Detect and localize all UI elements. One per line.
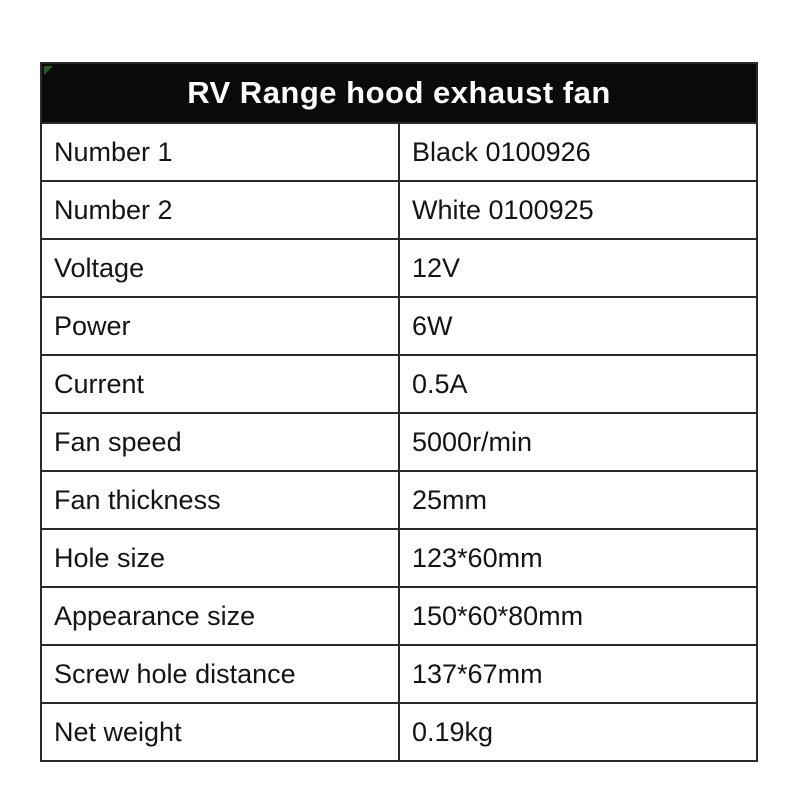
spec-label: Fan thickness [41,471,399,529]
table-row [41,123,757,181]
table-row [41,355,757,413]
spec-value: 123*60mm [399,529,757,587]
table-row [41,645,757,703]
spec-label: Hole size [41,529,399,587]
corner-speck-artifact [44,66,53,75]
table-row [41,703,757,761]
spec-value: 6W [399,297,757,355]
table-header-row [41,63,757,123]
spec-table [40,62,758,762]
table-row [41,181,757,239]
spec-label: Current [41,355,399,413]
spec-value: 150*60*80mm [399,587,757,645]
spec-label: Number 1 [41,123,399,181]
table-title-text: RV Range hood exhaust fan [187,75,611,110]
spec-value: White 0100925 [399,181,757,239]
table-row [41,297,757,355]
spec-value: 137*67mm [399,645,757,703]
table-row [41,239,757,297]
spec-label: Number 2 [41,181,399,239]
spec-value: 25mm [399,471,757,529]
table-row [41,413,757,471]
spec-label: Fan speed [41,413,399,471]
table-row [41,471,757,529]
table-title [41,63,757,123]
table-row [41,529,757,587]
spec-value: Black 0100926 [399,123,757,181]
table-row [41,587,757,645]
spec-value: 0.19kg [399,703,757,761]
spec-label: Appearance size [41,587,399,645]
spec-label: Power [41,297,399,355]
spec-value: 0.5A [399,355,757,413]
spec-value: 5000r/min [399,413,757,471]
spec-label: Voltage [41,239,399,297]
spec-label: Net weight [41,703,399,761]
spec-value: 12V [399,239,757,297]
spec-label: Screw hole distance [41,645,399,703]
